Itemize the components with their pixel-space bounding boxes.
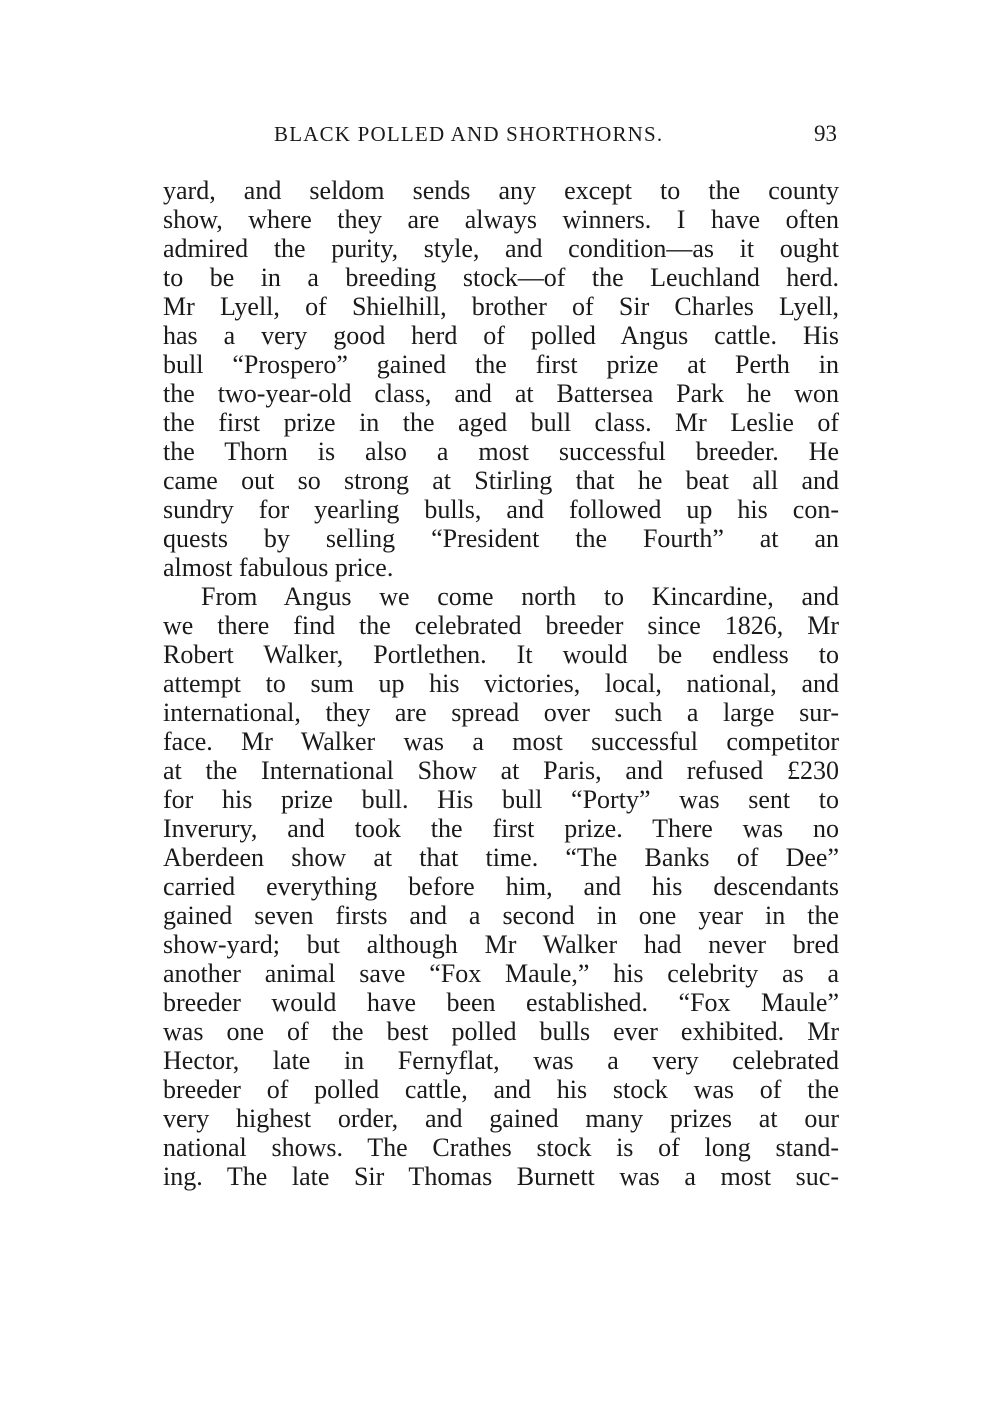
- paragraph-1: [163, 176, 839, 582]
- text-line: Inverury, and took the first prize. There was no: [163, 814, 839, 843]
- text-line: was one of the best polled bulls ever exhibited. Mr: [163, 1017, 839, 1046]
- text-line: admired the purity, style, and condition—as it ought: [163, 234, 839, 263]
- text-line: breeder of polled cattle, and his stock was of the: [163, 1075, 839, 1104]
- text-line: From Angus we come north to Kincardine, and: [201, 582, 839, 611]
- text-line: the Thorn is also a most successful breeder. He: [163, 437, 839, 466]
- running-title: BLACK POLLED AND SHORTHORNS.: [274, 122, 664, 146]
- page-number: 93: [814, 121, 837, 146]
- text-line: to be in a breeding stock—of the Leuchland herd.: [163, 263, 839, 292]
- text-line: gained seven firsts and a second in one year in the: [163, 901, 839, 930]
- text-line: carried everything before him, and his descendants: [163, 872, 839, 901]
- text-line: we there find the celebrated breeder since 1826, Mr: [163, 611, 839, 640]
- text-line: bull “Prospero” gained the first prize at Perth in: [163, 350, 839, 379]
- text-line: international, they are spread over such a large sur-: [163, 698, 839, 727]
- text-line: Aberdeen show at that time. “The Banks of Dee”: [163, 843, 839, 872]
- text-line: very highest order, and gained many prizes at our: [163, 1104, 839, 1133]
- text-line: face. Mr Walker was a most successful competitor: [163, 727, 839, 756]
- text-line: for his prize bull. His bull “Porty” was sent to: [163, 785, 839, 814]
- text-line: sundry for yearling bulls, and followed up his con-: [163, 495, 839, 524]
- text-line: yard, and seldom sends any except to the county: [163, 176, 839, 205]
- text-line: Mr Lyell, of Shielhill, brother of Sir Charles Lyell,: [163, 292, 839, 321]
- running-head: [163, 122, 839, 152]
- text-line: the first prize in the aged bull class. Mr Leslie of: [163, 408, 839, 437]
- text-line: quests by selling “President the Fourth” at an: [163, 524, 839, 553]
- text-line: show, where they are always winners. I have often: [163, 205, 839, 234]
- text-line: came out so strong at Stirling that he beat all and: [163, 466, 839, 495]
- text-line: show-yard; but although Mr Walker had never bred: [163, 930, 839, 959]
- text-line: Hector, late in Fernyflat, was a very celebrated: [163, 1046, 839, 1075]
- text-line: attempt to sum up his victories, local, national, and: [163, 669, 839, 698]
- text-line: has a very good herd of polled Angus cattle. His: [163, 321, 839, 350]
- text-line: breeder would have been established. “Fox Maule”: [163, 988, 839, 1017]
- text-line: the two-year-old class, and at Battersea Park he won: [163, 379, 839, 408]
- paragraph-2: [163, 582, 839, 1191]
- text-line: another animal save “Fox Maule,” his celebrity as a: [163, 959, 839, 988]
- body-text: [163, 176, 839, 1191]
- text-line: ing. The late Sir Thomas Burnett was a most suc-: [163, 1162, 839, 1191]
- text-line: at the International Show at Paris, and refused £230: [163, 756, 839, 785]
- text-line: national shows. The Crathes stock is of long stand-: [163, 1133, 839, 1162]
- text-line: almost fabulous price.: [163, 553, 394, 582]
- text-line: Robert Walker, Portlethen. It would be endless to: [163, 640, 839, 669]
